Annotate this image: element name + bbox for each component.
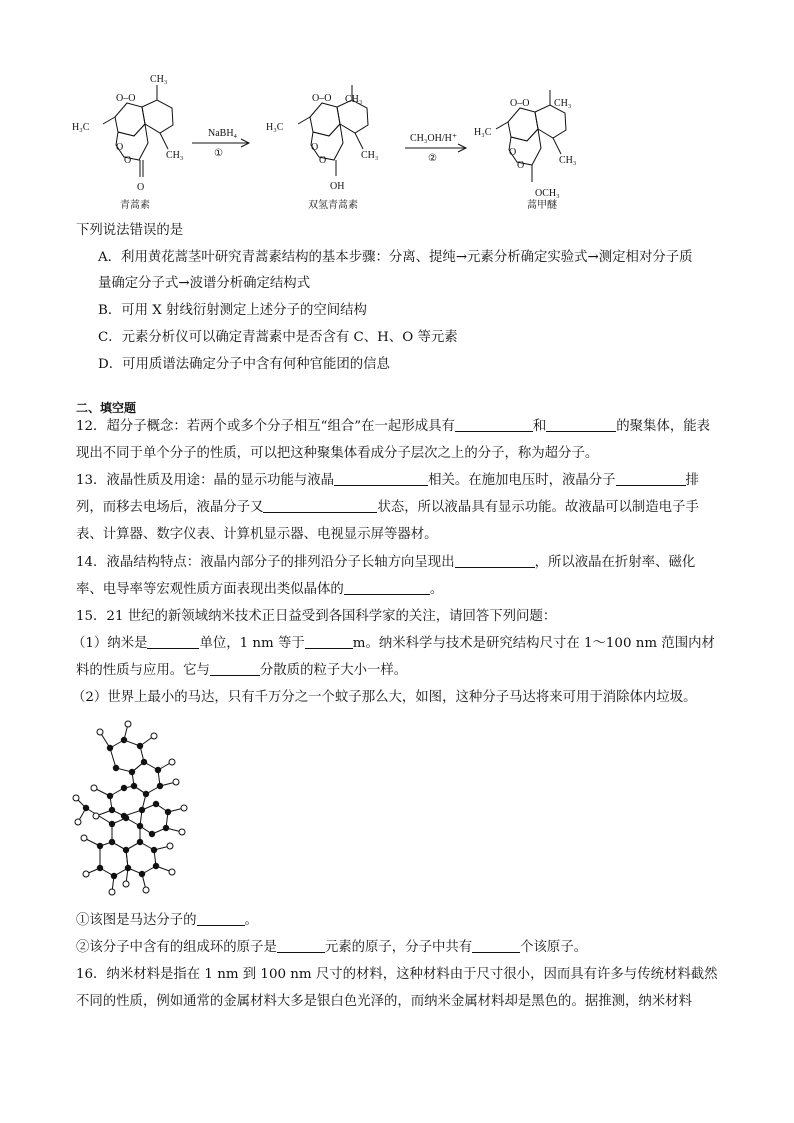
q15-sub1-line2 [76,661,407,681]
q14-line1 [76,553,695,573]
q15-text: 料的性质与应用。它与 [76,663,210,678]
q14-text: 。 [429,582,444,597]
q12-text: 12．超分子概念：若两个或多个分子相互“组合”在一起形成具有 [76,419,455,434]
q15-sub2: （2）世界上最小的马达，只有千万分之一个蚊子那么大，如图，这种分子马达将来可用于消除体内垃圾。 [72,690,697,705]
compound2-name: 双氢青蒿素 [308,200,358,211]
atom-label: O–O [116,93,136,104]
atom-label: O–O [510,98,530,109]
step1-number: ① [214,148,223,159]
q12-text: 和 [532,419,547,434]
answer-blank[interactable] [455,417,533,432]
answer-blank[interactable] [147,634,199,649]
answer-blank[interactable] [263,498,377,513]
q16-line1: 16．纳米材料是指在 1 nm 到 100 nm 尺寸的材料，这种材料由于尺寸很小，因而具有许多与传统材料截然 [76,967,718,982]
answer-blank[interactable] [344,580,430,595]
artemisinin-structure [103,85,173,177]
q13-text: 13．液晶性质及用途：晶的显示功能与液晶 [76,473,335,488]
answer-blank[interactable] [197,911,245,926]
q13-text: 状态，所以液晶具有显示功能。故液晶可以制造电子手 [377,500,699,515]
q14-text: ，所以液晶在折射率、磁化 [534,555,696,570]
q12-line1 [76,417,710,437]
answer-blank[interactable] [305,634,353,649]
q15-text: （1）纳米是 [72,636,148,651]
q15-sub1-line1 [72,634,715,654]
answer-blank[interactable] [277,938,325,953]
atom-label: CH₃ [345,94,363,105]
atom-label: O–O [312,93,332,104]
q13-line2 [76,498,699,518]
atom-label: H₃C [72,122,90,133]
atom-label: CH₃ [166,150,184,161]
q15-text: 个该原子。 [520,940,588,955]
q13-text: 排 [685,473,699,488]
q16-line2: 不同的性质，例如通常的金属材料大多是银白色光泽的，而纳米金属材料却是黑色的。据推测，纳米材料 [76,994,692,1009]
q11-option-a: A．利用黄花蒿茎叶研究青蒿素结构的基本步骤：分离、提纯→元素分析确定实验式→测定相对分子质 [98,250,693,265]
q15-q2 [76,938,587,958]
step2-number: ② [428,153,437,164]
q13-line3: 表、计算器、数字仪表、计算机显示器、电视显示屏等器材。 [76,527,438,542]
q13-text: 相关。在施加电压时，液晶分子 [428,473,616,488]
q15-text: m。纳米科学与技术是研究结构尺寸在 1～100 nm 范围内材 [352,636,715,651]
answer-blank[interactable] [334,471,428,486]
q12-text: 的聚集体，能表 [616,419,711,434]
q11-option-c: C．元素分析仪可以确定青蒿素中是否含有 C、H、O 等元素 [98,330,458,345]
q11-option-a-cont: 量确定分子式→波谱分析确定结构式 [98,276,311,291]
q14-line2 [76,580,443,600]
molecular-motor-figure [0,712,794,912]
atom-label: H₃C [266,122,284,133]
atom-label: CH₃ [559,155,577,166]
q15-text: 单位，1 nm 等于 [199,636,305,651]
step2-reagent: CH₃OH/H⁺ [410,133,458,144]
atom-label: OCH₃ [535,188,560,199]
q11-stem: 下列说法错误的是 [76,223,184,238]
atom-label: CH₃ [361,150,379,161]
section-title: 二、填空题 [76,401,137,415]
q15-text: ②该分子中含有的组成环的原子是 [76,940,277,955]
q15-stem: 15．21 世纪的新领域纳米技术正日益受到各国科学家的关注，请回答下列问题： [76,609,557,624]
atom-label: O [116,142,124,153]
answer-blank[interactable] [455,553,535,568]
q14-text: 率、电导率等宏观性质方面表现出类似晶体的 [76,582,344,597]
q15-text: 。 [244,913,258,928]
step1-reagent: NaBH₄ [208,128,238,139]
q11-option-b: B．可用 X 射线衍射测定上述分子的空间结构 [98,303,367,318]
atom-label: O [124,155,132,166]
atom-label: O [319,155,327,166]
answer-blank[interactable] [472,938,520,953]
q15-text: 分散质的粒子大小一样。 [259,663,408,678]
q15-q1 [76,911,258,931]
answer-blank[interactable] [210,661,260,676]
answer-blank[interactable] [616,471,686,486]
q13-line1 [76,471,699,491]
q15-text: 元素的原子，分子中共有 [324,940,473,955]
compound1-name: 青蒿素 [120,200,150,211]
atom-label: O [137,182,145,193]
atom-label: H₃C [474,127,492,138]
atom-label: CH₃ [554,98,572,109]
q11-option-d: D．可用质谱法确定分子中含有何种官能团的信息 [98,357,390,372]
answer-blank[interactable] [546,417,616,432]
q14-text: 14．液晶结构特点：液晶内部分子的排列沿分子长轴方向呈现出 [76,555,455,570]
reaction-scheme [0,0,794,220]
q13-text: 列，而移去电场后，液晶分子又 [76,500,264,515]
compound3-name: 蒿甲醚 [527,200,557,211]
atom-label: CH₃ [150,74,168,85]
q15-text: ①该图是马达分子的 [76,913,197,928]
atom-label: O [311,142,319,153]
atom-label: O [517,160,525,171]
atom-label: OH [330,181,345,192]
q12-line2: 现出不同于单个分子的性质，可以把这种聚集体看成分子层次之上的分子，称为超分子。 [76,446,599,461]
atom-label: O [509,147,517,158]
